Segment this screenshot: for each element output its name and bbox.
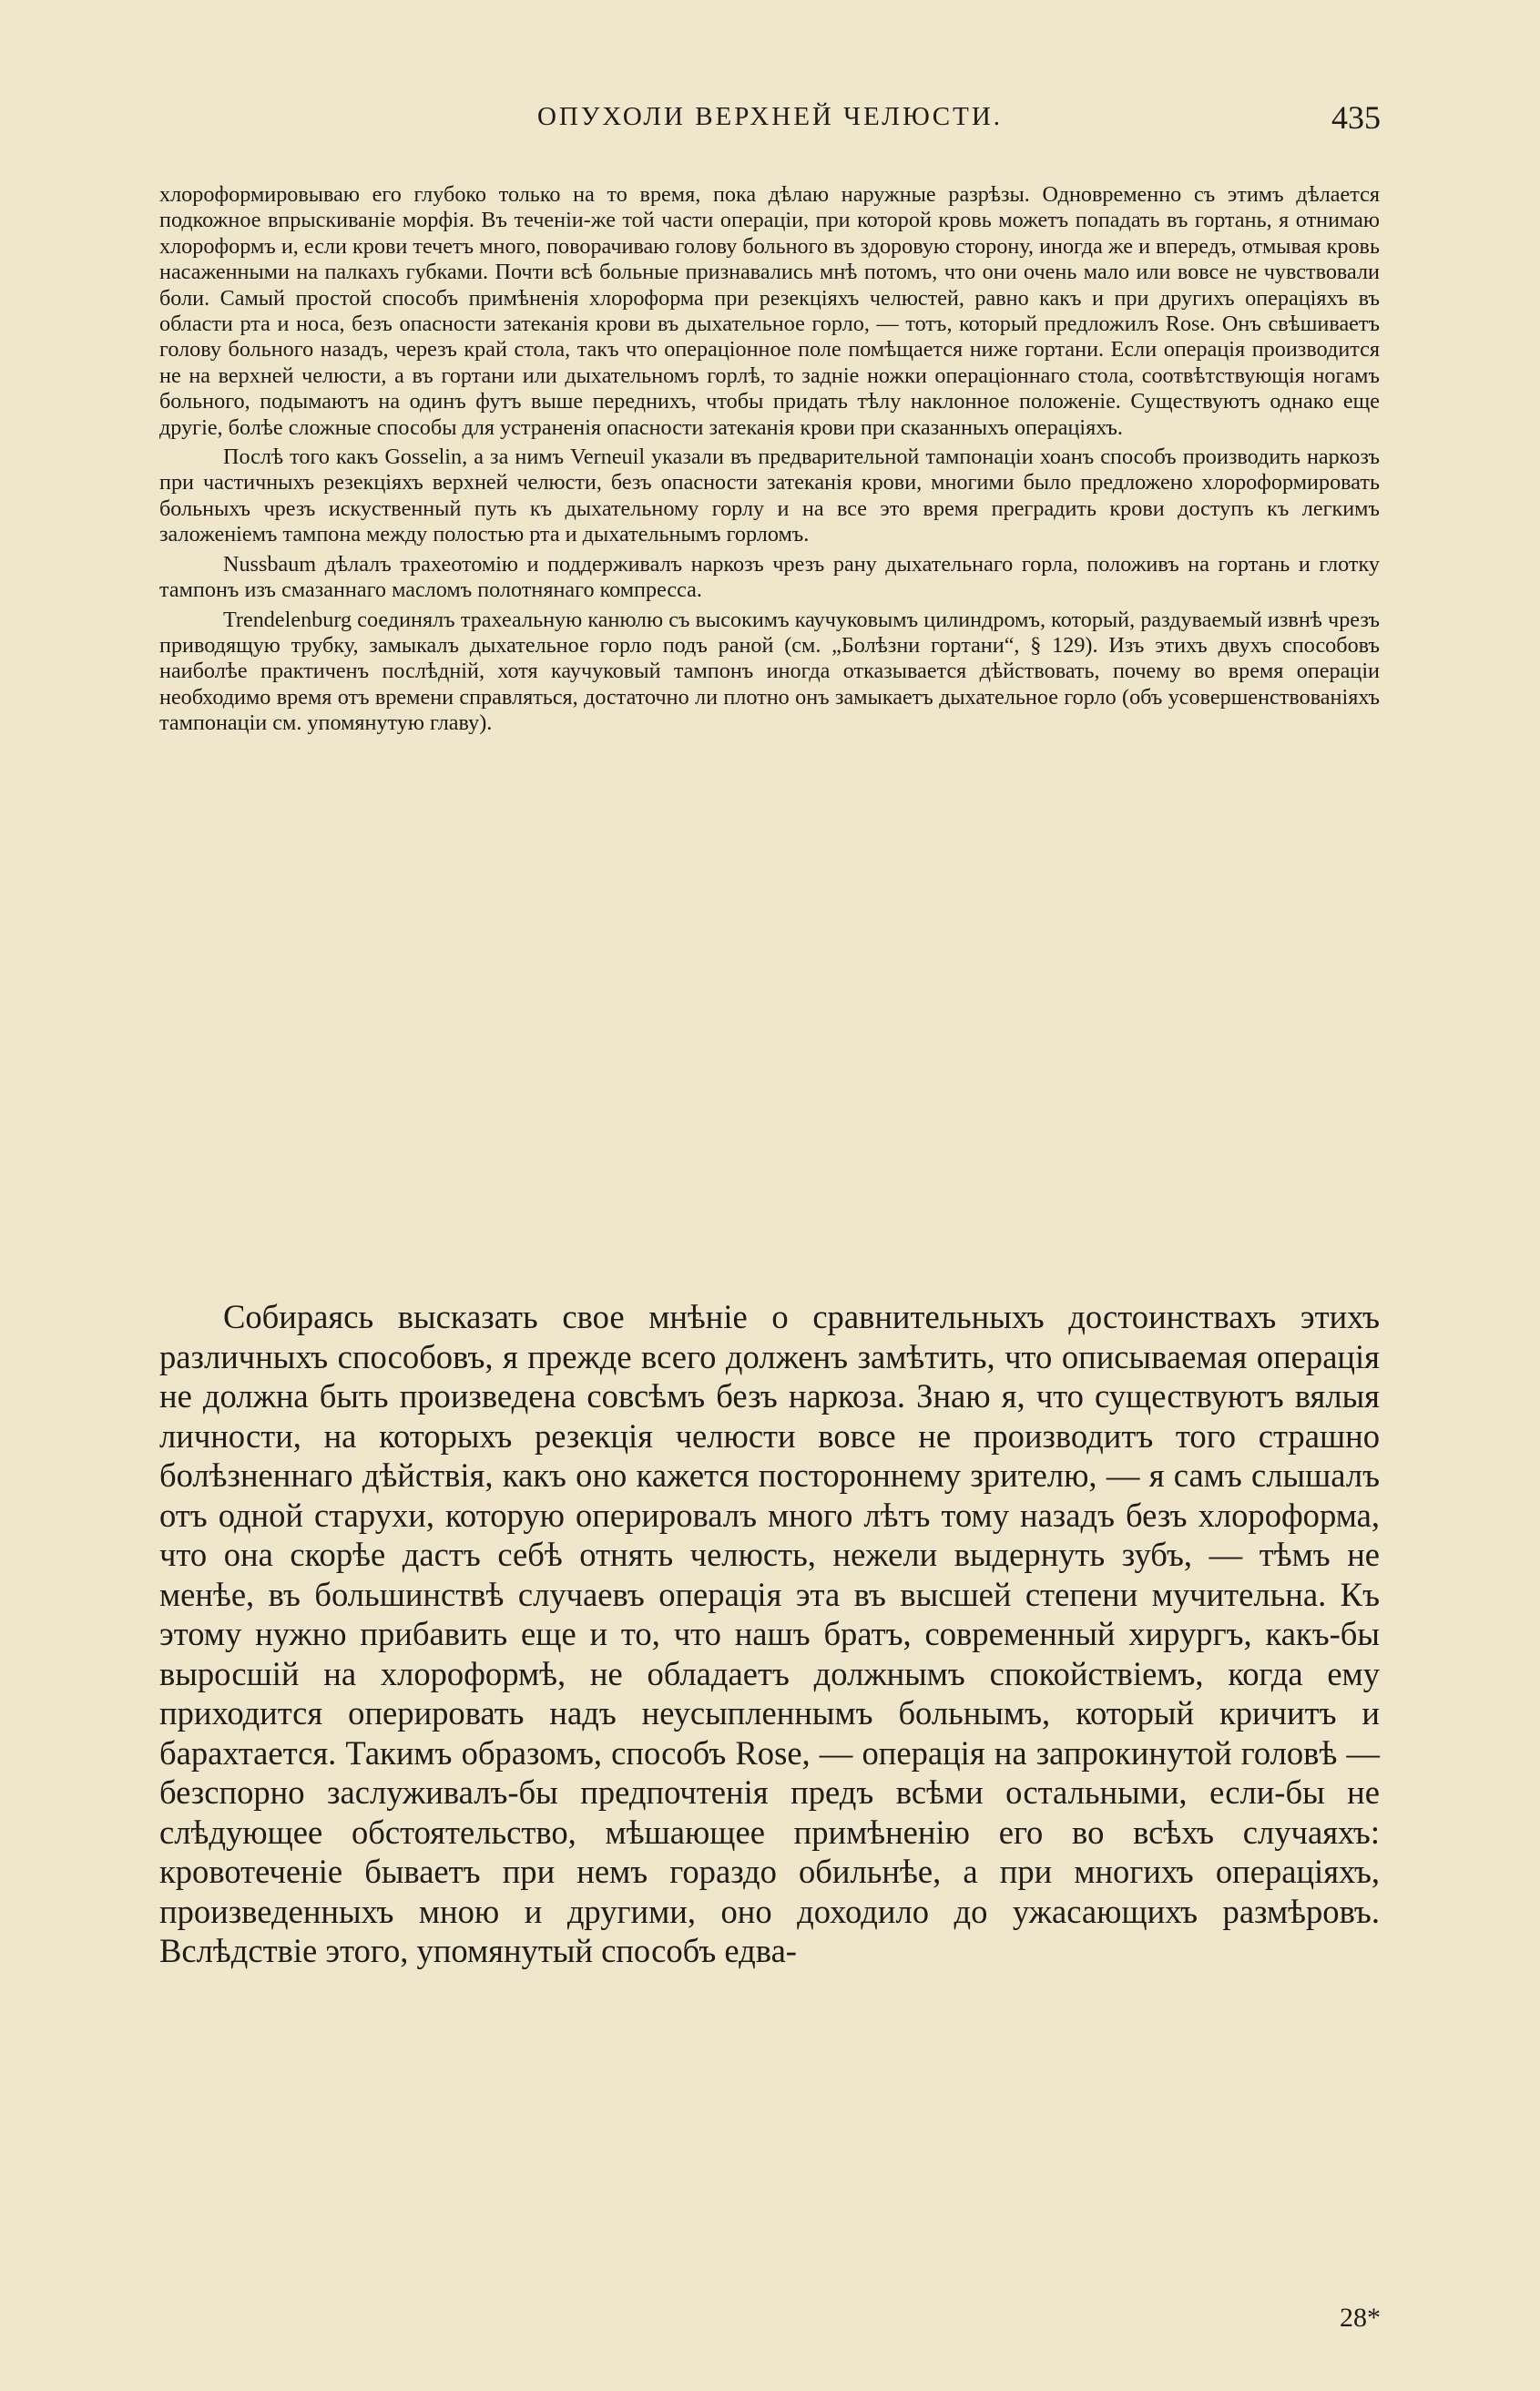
small-paragraph-1: хлороформировываю его глубоко только на то время, пока дѣлаю наружные разрѣзы. Одновременно съ этимъ дѣлается подкожное впрыскиваніе морфія. Въ теченіи-же той части операціи, при которой кровь можетъ попадать въ гортань, я отнимаю хлороформъ и, если крови течетъ много, поворачиваю голову больного въ здоровую сторону, иногда же и впередъ, отмывая кровь насаженными на палкахъ губками. Почти всѣ больные признавались мнѣ потомъ, что они очень мало или вовсе не чувствовали боли. Самый простой способъ примѣненія хлороформа при резекціяхъ челюстей, равно какъ и при другихъ операціяхъ въ области рта и носа, безъ опасности затеканія крови въ дыхательное горло, — тотъ, который предложилъ Rose. Онъ свѣшиваетъ голову больного назадъ, черезъ край стола, такъ что операціонное поле помѣщается ниже гортани. Если операція производится не на верхней челюсти, а въ гортани или дыхательномъ горлѣ, то задніе ножки операціоннаго стола, соотвѣтствующія ногамъ больного, подымаютъ на одинъ футъ выше переднихъ, чтобы придать тѣлу наклонное положеніе. Существуютъ однако еще другіе, болѣе сложные способы для устраненія опасности затеканія крови при сказанныхъ операціяхъ. (159, 182, 1380, 440)
small-paragraph-2: Послѣ того какъ Gosselin, а за нимъ Verneuil указали въ предварительной тампонаціи хоанъ способъ производить наркозъ при частичныхъ резекціяхъ верхней челюсти, безъ опасности затеканія крови, многими было предложено хлороформировать больныхъ чрезъ искуственный путь къ дыхательному горлу и на все это время преградить крови доступъ къ легкимъ заложеніемъ тампона между полостью рта и дыхательнымъ горломъ. (159, 444, 1380, 547)
running-header (159, 99, 1381, 148)
main-text-section (159, 1297, 1380, 1971)
small-paragraph-4: Trendelenburg соединялъ трахеальную канюлю съ высокимъ каучуковымъ цилиндромъ, который, раздуваемый извнѣ чрезъ приводящую трубку, замыкалъ дыхательное горло подъ раной (см. „Болѣзни гортани“, § 129). Изъ этихъ двухъ способовъ наиболѣе практиченъ послѣдній, хотя каучуковый тампонъ иногда отказывается дѣйствовать, почему во время операціи необходимо время отъ времени справляться, достаточно ли плотно онъ замыкаетъ дыхательное горло (объ усовершенствованіяхъ тампонаціи см. упомянутую главу). (159, 607, 1380, 736)
small-paragraph-3: Nussbaum дѣлалъ трахеотомію и поддерживалъ наркозъ чрезъ рану дыхательнаго горла, положивъ на гортань и глотку тампонъ изъ смазаннаго масломъ полотнянаго компресса. (159, 551, 1380, 603)
main-paragraph: Собираясь высказать свое мнѣніе о сравнительныхъ достоинствахъ этихъ различныхъ способовъ, я прежде всего долженъ замѣтить, что описываемая операція не должна быть произведена совсѣмъ безъ наркоза. Знаю я, что существуютъ вялыя личности, на которыхъ резекція челюсти вовсе не производитъ того страшно болѣзненнаго дѣйствія, какъ оно кажется постороннему зрителю, — я самъ слышалъ отъ одной старухи, которую оперировалъ много лѣтъ тому назадъ безъ хлороформа, что она скорѣе дастъ себѣ отнять челюсть, нежели выдернуть зубъ, — тѣмъ не менѣе, въ большинствѣ случаевъ операція эта въ высшей степени мучительна. Къ этому нужно прибавить еще и то, что нашъ братъ, современный хирургъ, какъ-бы выросшій на хлороформѣ, не обладаетъ должнымъ спокойствіемъ, когда ему приходится оперировать надъ неусыпленнымъ больнымъ, который кричитъ и барахтается. Такимъ образомъ, способъ Rose, — операція на запрокинутой головѣ — безспорно заслуживалъ-бы предпочтенія предъ всѣми остальными, если-бы не слѣдующее обстоятельство, мѣшающее примѣненію его во всѣхъ случаяхъ: кровотеченіе бываетъ при немъ гораздо обильнѣе, а при многихъ операціяхъ, произведенныхъ мною и другими, оно доходило до ужасающихъ размѣровъ. Вслѣдствіе этого, упомянутый способъ едва- (159, 1298, 1380, 1969)
signature-mark: 28* (1340, 2303, 1381, 2333)
small-print-section (159, 182, 1380, 741)
page-number: 435 (1331, 99, 1381, 136)
running-title: ОПУХОЛИ ВЕРХНЕЙ ЧЕЛЮСТИ. (536, 102, 1004, 131)
